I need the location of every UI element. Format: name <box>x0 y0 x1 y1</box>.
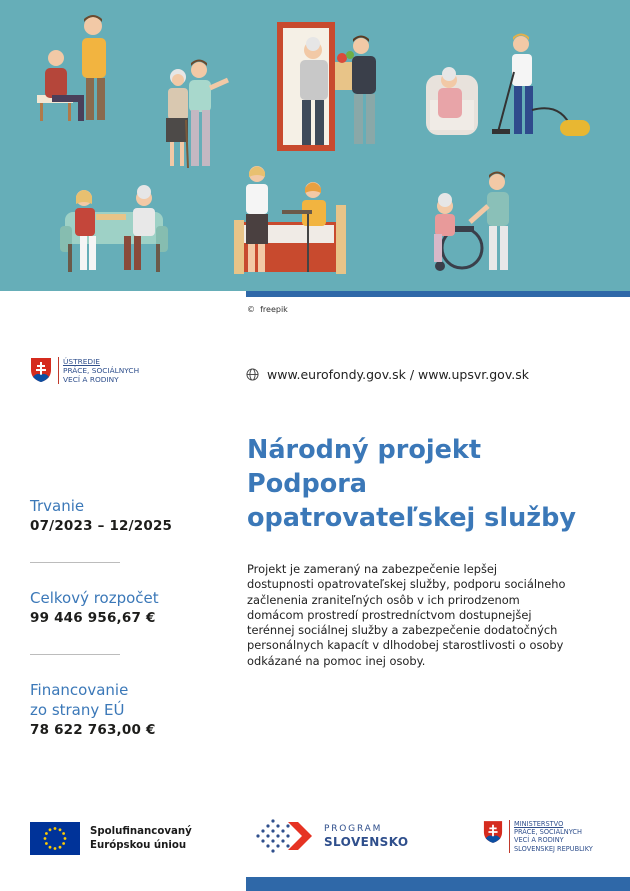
divider <box>30 562 120 563</box>
program-line-2: SLOVENSKO <box>324 835 409 849</box>
scene-grocery-delivery <box>280 25 376 148</box>
eu-funding-label-2: zo strany EÚ <box>30 701 125 719</box>
ministry-logo <box>483 820 593 853</box>
scene-walking-pair <box>166 60 228 169</box>
scene-serving-meal <box>234 166 346 274</box>
caregivers-illustration <box>0 0 630 291</box>
duration-value: 07/2023 – 12/2025 <box>30 518 173 534</box>
upsvr-line-2: PRÁCE, SOCIÁLNYCH <box>63 366 140 375</box>
program-slovensko-logo <box>254 818 408 854</box>
scene-carer-helping-man <box>37 15 106 121</box>
website-urls[interactable]: www.eurofondy.gov.sk / www.upsvr.gov.sk <box>267 367 529 382</box>
eu-flag-icon <box>30 822 80 855</box>
budget-value: 99 446 956,67 € <box>30 610 156 626</box>
image-credit: © freepik <box>247 305 288 314</box>
accent-bar-top <box>246 291 630 297</box>
upsvr-logo <box>30 357 139 384</box>
hero-illustration <box>0 0 630 291</box>
program-line-1: PROGRAM <box>324 824 383 834</box>
title-line-2: Podpora <box>247 469 368 499</box>
eu-cofunding-logo <box>30 822 192 855</box>
eu-text-line-2: Európskou úniou <box>90 839 187 851</box>
globe-icon <box>246 368 259 381</box>
ministry-line-2: PRÁCE, SOCIÁLNYCH <box>514 828 582 837</box>
upsvr-line-1: ÚSTREDIE <box>63 357 100 366</box>
website-links <box>246 367 529 382</box>
project-title <box>247 433 607 535</box>
title-line-1: Národný projekt <box>247 435 482 465</box>
divider <box>30 654 120 655</box>
scene-wheelchair <box>434 172 509 272</box>
ministry-line-4: SLOVENSKEJ REPUBLIKY <box>514 844 593 853</box>
accent-bar-bottom <box>246 877 630 891</box>
slovak-coat-of-arms-icon <box>30 357 52 383</box>
scene-sofa-visit <box>60 185 168 272</box>
program-slovensko-mark-icon <box>254 818 316 854</box>
eu-funding-label-1: Financovanie <box>30 681 129 699</box>
duration-label: Trvanie <box>30 497 85 515</box>
slovak-coat-of-arms-icon <box>483 820 503 844</box>
ministry-line-3: VECÍ A RODINY <box>514 836 564 845</box>
eu-funding-block <box>30 680 156 740</box>
project-description: Projekt je zameraný na zabezpečenie lepšej dostupnosti opatrovateľskej služby, podporu sociálneho začlenenia zraniteľných osôb v ich prirodzenom domácom prostredí prostredníctvom dostupnejšej terénnej sociálnej služby a zabezpečenie dodatočných personálnych kapacít v dlhodobej starostlivosti o osoby odkázané na pomoc inej osoby. <box>247 562 566 668</box>
title-line-3: opatrovateľskej služby <box>247 503 576 533</box>
ministry-line-1: MINISTERSTVO <box>514 820 564 828</box>
eu-text-line-1: Spolufinancovaný <box>90 825 192 837</box>
duration-block <box>30 496 172 536</box>
budget-label: Celkový rozpočet <box>30 589 159 607</box>
budget-block <box>30 588 159 628</box>
eu-funding-value: 78 622 763,00 € <box>30 722 156 738</box>
upsvr-line-3: VECÍ A RODINY <box>63 375 119 384</box>
scene-vacuuming <box>426 34 590 137</box>
